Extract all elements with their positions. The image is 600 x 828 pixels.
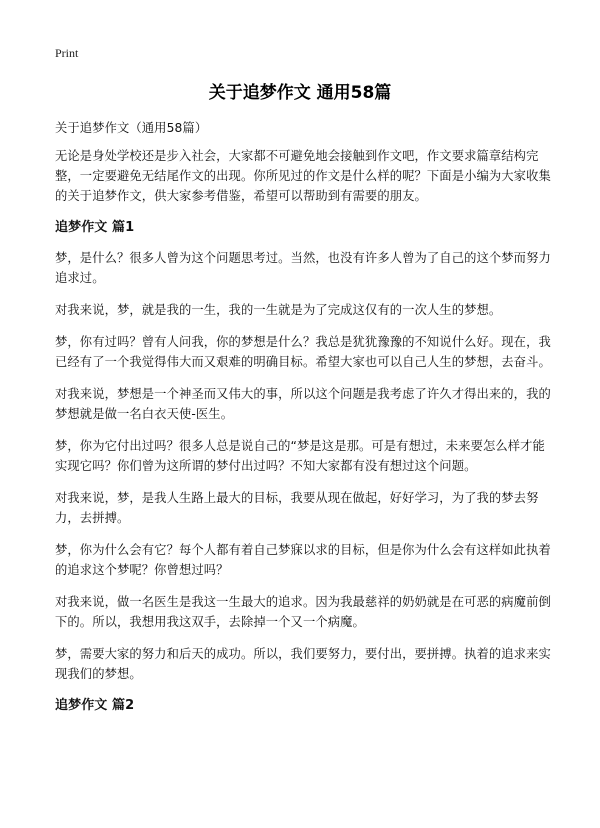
article-body xyxy=(55,118,551,726)
paragraph: 梦，是什么？很多人曾为这个问题思考过。当然，也没有许多人曾为了自己的这个梦而努力追求过。 xyxy=(55,251,551,285)
paragraph: 对我来说，梦，就是我的一生，我的一生就是为了完成这仅有的一次人生的梦想。 xyxy=(55,303,502,317)
paragraph: 梦，需要大家的努力和后天的成功。所以，我们要努力，要付出，要拼搏。执着的追求来实现我们的梦想。 xyxy=(55,647,551,681)
paragraph: 梦，你为它付出过吗？很多人总是说自己的“梦是这是那。可是有想过，未来要怎么样才能实现它吗？你们曾为这所谓的梦付出过吗？不知大家都有没有想过这个问题。 xyxy=(55,439,545,473)
print-label[interactable]: Print xyxy=(55,46,79,60)
paragraph: 对我来说，做一名医生是我这一生最大的追求。因为我最慈祥的奶奶就是在可恶的病魔前倒下的。所以，我想用我这双手，去除掉一个又一个病魔。 xyxy=(55,595,551,629)
paragraph: 梦，你有过吗？曾有人问我，你的梦想是什么？我总是犹犹豫豫的不知说什么好。现在，我已经有了一个我觉得伟大而又艰难的明确目标。希望大家也可以自己人生的梦想，去奋斗。 xyxy=(55,335,551,369)
paragraph: 对我来说，梦，是我人生路上最大的目标，我要从现在做起，好好学习，为了我的梦去努力，去拼搏。 xyxy=(55,491,539,525)
paragraph: 梦，你为什么会有它？每个人都有着自己梦寐以求的目标，但是你为什么会有这样如此执着的追求这个梦呢？你曾想过吗？ xyxy=(55,543,551,577)
page-title: 关于追梦作文 通用58篇 xyxy=(208,83,392,103)
section-heading-2: 追梦作文 篇2 xyxy=(55,698,135,713)
article-subtitle: 关于追梦作文（通用58篇） xyxy=(55,121,208,135)
section-heading-1: 追梦作文 篇1 xyxy=(55,220,135,235)
intro-paragraph: 无论是身处学校还是步入社会，大家都不可避免地会接触到作文吧，作文要求篇章结构完整，一定要避免无结尾作文的出现。你所见过的作文是什么样的呢？下面是小编为大家收集的关于追梦作文，供大家参考借鉴，希望可以帮助到有需要的朋友。 xyxy=(55,149,551,203)
paragraph: 对我来说，梦想是一个神圣而又伟大的事，所以这个问题是我考虑了许久才得出来的，我的梦想就是做一名白衣天使-医生。 xyxy=(55,387,551,421)
